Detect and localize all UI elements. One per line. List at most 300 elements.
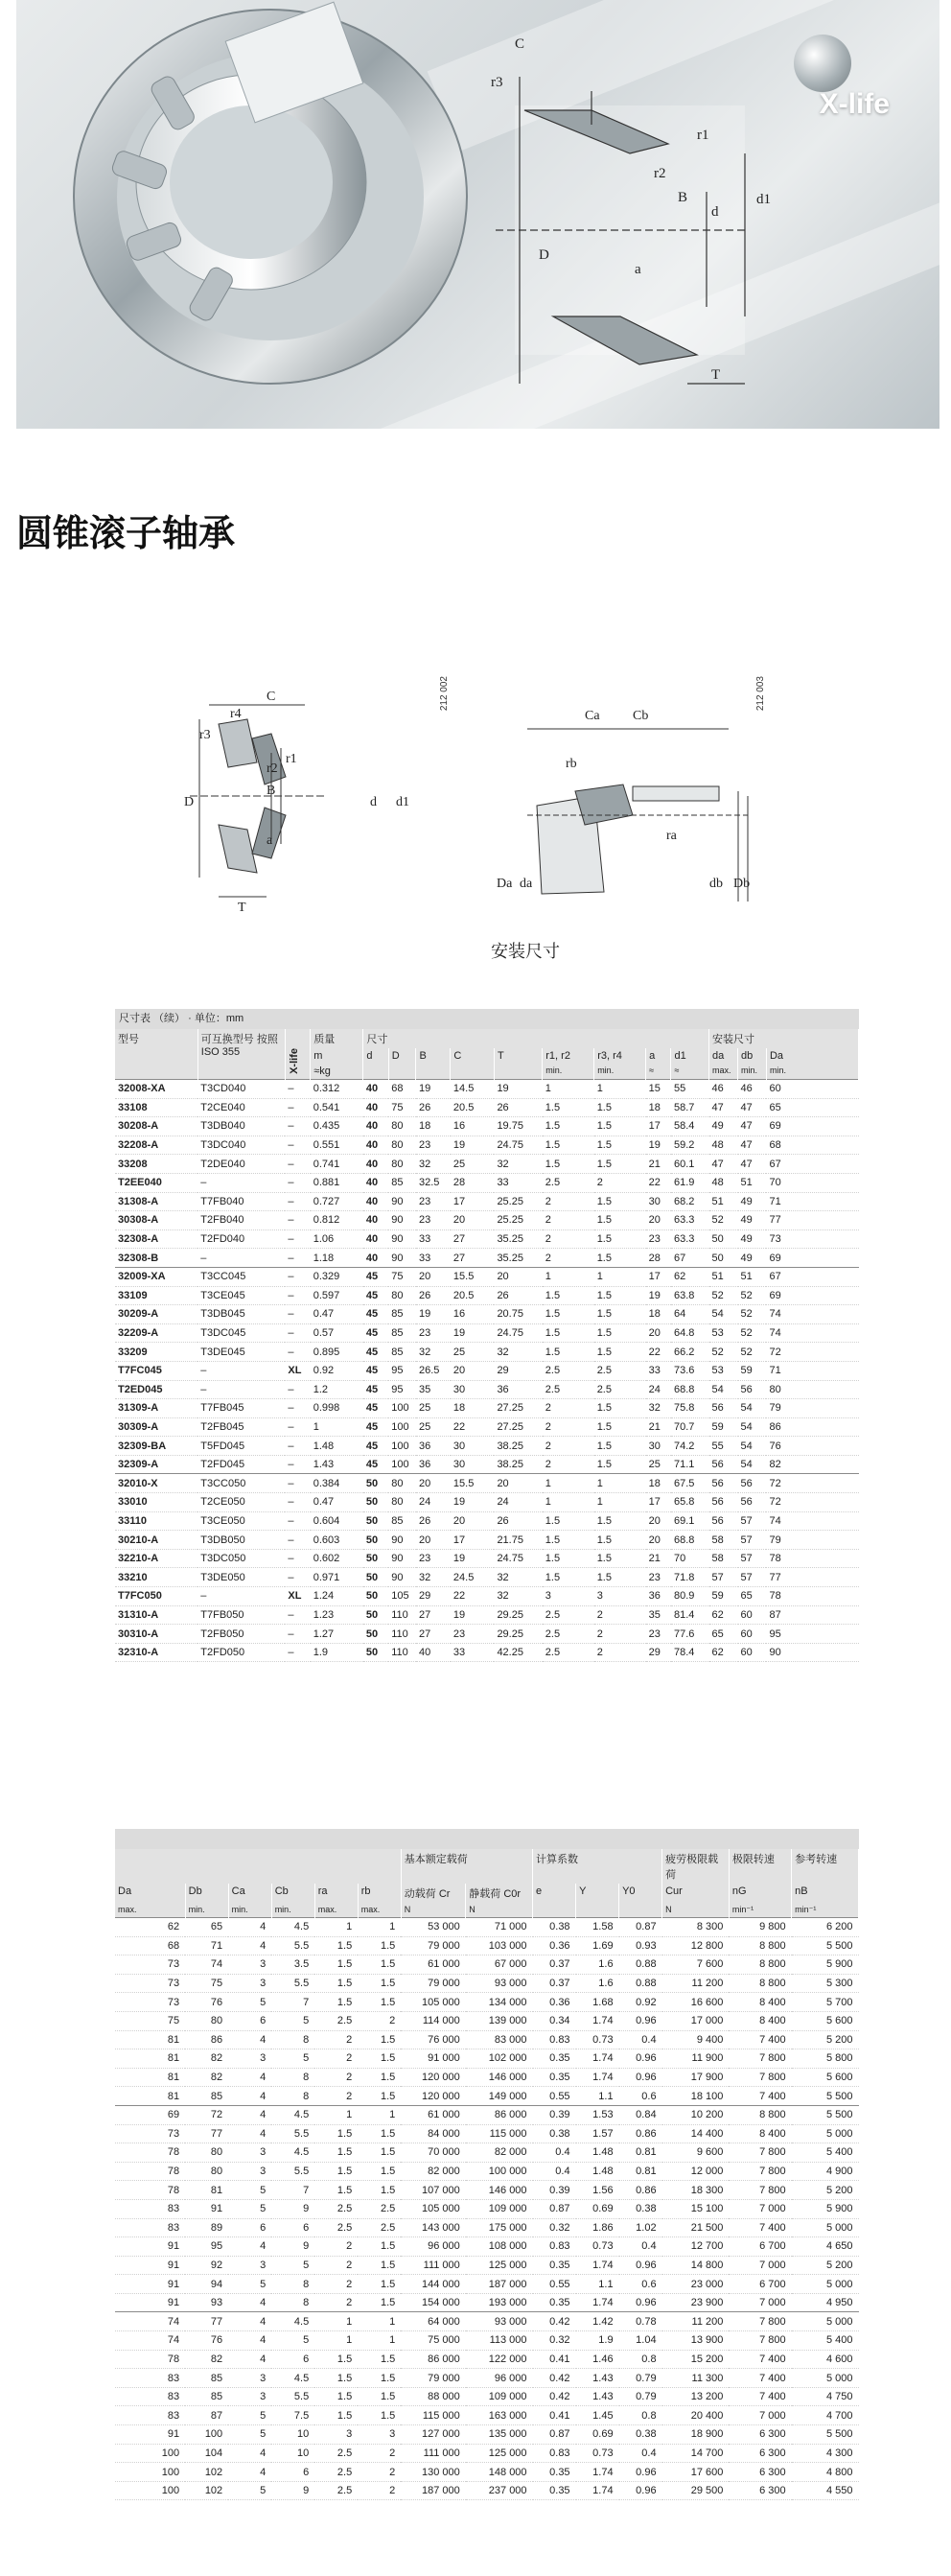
table-cell: 3 (594, 1587, 646, 1606)
table-cell: 0.57 (311, 1323, 363, 1343)
table-cell: 113 000 (466, 2331, 533, 2351)
table-cell: 75 (185, 1974, 228, 1993)
table-cell: 78 (115, 2143, 185, 2163)
table-cell: – (285, 1493, 310, 1512)
fig1-label-a: a (267, 833, 273, 848)
table-cell: – (285, 1625, 310, 1644)
table-cell: 1 (594, 1267, 646, 1286)
hero-label-d1: d1 (756, 192, 771, 207)
table-cell: 109 000 (466, 2199, 533, 2218)
table-cell: 1.57 (576, 2124, 619, 2143)
table-cell: 1.02 (619, 2218, 662, 2237)
col-dim-10: db (738, 1048, 767, 1064)
table-cell: 30 (646, 1192, 671, 1211)
fig1-label-d: d (370, 795, 377, 809)
table-cell: 9 (271, 2237, 314, 2257)
table-cell: 30308-A (115, 1211, 197, 1230)
table-cell: 1.04 (619, 2331, 662, 2351)
table-cell: 32 (494, 1343, 542, 1362)
table-row (115, 1643, 859, 1662)
table-cell: 105 000 (401, 1993, 466, 2012)
table-cell: 6 (228, 2218, 271, 2237)
table-cell: 6 300 (729, 2481, 791, 2500)
table-cell: 40 (363, 1249, 388, 1268)
table-cell: 1.06 (311, 1229, 363, 1249)
table-cell: 81.4 (671, 1605, 709, 1625)
table-cell: 30208-A (115, 1117, 197, 1136)
table-cell: 4 700 (792, 2406, 859, 2425)
table-cell: 25 (451, 1155, 495, 1174)
table-cell: 2 (314, 2256, 358, 2275)
table-row (115, 1936, 859, 1955)
table-cell: – (285, 1549, 310, 1568)
table-row (115, 1267, 859, 1286)
table-cell: 27 (416, 1605, 451, 1625)
table-cell: – (285, 1568, 310, 1587)
table-cell: 175 000 (466, 2218, 533, 2237)
table-cell: T7FB050 (197, 1605, 285, 1625)
table-cell: 54 (709, 1305, 738, 1324)
table-cell: 5 (271, 2049, 314, 2069)
table-cell: 3 (228, 2049, 271, 2069)
table-cell: 5 (228, 2481, 271, 2500)
table-cell: 8 800 (729, 1974, 791, 1993)
table-cell: 73 (115, 1993, 185, 2012)
table-cell: 2 (314, 2293, 358, 2312)
table-cell: 78 (766, 1587, 858, 1606)
table-cell: 0.55 (533, 2087, 576, 2106)
table-cell: T2FB045 (197, 1417, 285, 1437)
table-cell: 25.25 (494, 1211, 542, 1230)
table-cell: 139 000 (466, 2011, 533, 2030)
table-cell: 1.5 (594, 1437, 646, 1456)
hero-banner (16, 0, 939, 429)
table-cell: 32.5 (416, 1173, 451, 1192)
table-cell: 61 000 (401, 1955, 466, 1975)
table-row (115, 2293, 859, 2312)
table-cell: 92 (185, 2256, 228, 2275)
table-cell: 74 (115, 2312, 185, 2331)
table-cell: 40 (363, 1117, 388, 1136)
col-load-sub-2: min. (228, 1903, 271, 1918)
col-dim-1: D (388, 1048, 416, 1064)
table-cell: T3DB045 (197, 1305, 285, 1324)
table-cell: 33108 (115, 1098, 197, 1117)
group-fatigue: 疲劳极限载荷 (662, 1849, 730, 1884)
table-cell: 20.75 (494, 1305, 542, 1324)
table-cell: 35 (416, 1380, 451, 1399)
table-cell: 86 000 (401, 2350, 466, 2369)
table-cell: 75 (388, 1098, 416, 1117)
table-cell: 15 100 (662, 2199, 730, 2218)
table-cell: 1.74 (576, 2011, 619, 2030)
table-cell: 85 (185, 2369, 228, 2388)
table-cell: 40 (416, 1643, 451, 1662)
table-cell: 5 400 (792, 2143, 859, 2163)
col-sub-1 (388, 1064, 416, 1080)
table-cell: 80 (388, 1117, 416, 1136)
table-cell: 2.5 (314, 2481, 358, 2500)
table-cell: 7 000 (729, 2256, 791, 2275)
table-row (115, 1286, 859, 1305)
table-row (115, 1568, 859, 1587)
table-row (115, 1493, 859, 1512)
table-cell: 15 200 (662, 2350, 730, 2369)
table-cell: 50 (363, 1474, 388, 1493)
table-cell: 83 (115, 2218, 185, 2237)
table-cell: 4.5 (271, 2312, 314, 2331)
table-cell: 50 (363, 1568, 388, 1587)
table-cell: 2.5 (543, 1625, 594, 1644)
fig1-label-r4: r4 (230, 707, 242, 721)
table-row (115, 1211, 859, 1230)
hero-label-r3: r3 (491, 75, 503, 90)
table-cell: 100 (115, 2463, 185, 2482)
table-cell: 2.5 (314, 2199, 358, 2218)
fig2-label-da-cap: Da (497, 877, 513, 891)
table-cell: 67 (671, 1249, 709, 1268)
fig2-label-cb: Cb (633, 709, 649, 723)
table-cell: T3CC045 (197, 1267, 285, 1286)
table-cell: 52 (738, 1343, 767, 1362)
table-cell: 14 400 (662, 2124, 730, 2143)
table-cell: 23 (416, 1549, 451, 1568)
table-cell: 69 (766, 1286, 858, 1305)
table-cell: 2 (314, 2275, 358, 2294)
table-row (115, 2049, 859, 2069)
col-sub-6: min. (594, 1064, 646, 1080)
table-cell: 80 (388, 1474, 416, 1493)
table-cell: 0.86 (619, 2181, 662, 2200)
table-cell: 1 (311, 1417, 363, 1437)
table-cell: 1.27 (311, 1625, 363, 1644)
table-cell: 36 (646, 1587, 671, 1606)
table-cell: 80 (388, 1493, 416, 1512)
table-cell: 64 (671, 1305, 709, 1324)
table-cell: 32008-XA (115, 1080, 197, 1099)
table-cell: 0.92 (311, 1361, 363, 1380)
table-cell: 2.5 (543, 1380, 594, 1399)
table-cell: 0.8 (619, 2406, 662, 2425)
table-cell: – (285, 1229, 310, 1249)
table-cell: 73 (115, 1955, 185, 1975)
xlife-brand: X-life (819, 88, 890, 120)
table-cell: 8 300 (662, 1918, 730, 1937)
table-cell: 1.5 (314, 1955, 358, 1975)
table-cell: 81 (115, 2049, 185, 2069)
table-cell: 4.5 (271, 2105, 314, 2124)
table-cell: – (285, 1474, 310, 1493)
table-cell: 7 400 (729, 2369, 791, 2388)
table-cell: 70 000 (401, 2143, 466, 2163)
table-cell: 54 (738, 1437, 767, 1456)
table-cell: 1 (314, 1918, 358, 1937)
table-cell: 24 (494, 1493, 542, 1512)
table-cell: 120 000 (401, 2068, 466, 2087)
table-cell: 1.5 (594, 1399, 646, 1418)
hero-label-dd: D (539, 247, 549, 263)
table-cell: 4 800 (792, 2463, 859, 2482)
table-cell: 6 (228, 2011, 271, 2030)
table-cell: 4 (228, 1918, 271, 1937)
table-cell: 6 700 (729, 2237, 791, 2257)
table-cell: 90 (388, 1249, 416, 1268)
table-cell: 62 (709, 1643, 738, 1662)
table-cell: 7 (271, 2181, 314, 2200)
fig1-label-r3: r3 (199, 728, 211, 742)
table-row (115, 2444, 859, 2463)
table-row (115, 1361, 859, 1380)
table-cell: 33110 (115, 1511, 197, 1531)
table-cell: 76 (185, 2331, 228, 2351)
table-cell: 1.69 (576, 1936, 619, 1955)
table-cell: 40 (363, 1098, 388, 1117)
table-cell: 0.83 (533, 2237, 576, 2257)
table-cell: 70 (671, 1549, 709, 1568)
fig1-label-r2: r2 (267, 761, 278, 776)
table-row (115, 1229, 859, 1249)
table-cell: 17 000 (662, 2011, 730, 2030)
table-cell: 20 (451, 1211, 495, 1230)
table-cell: 2.5 (543, 1605, 594, 1625)
table-cell: 1 (314, 2312, 358, 2331)
table-cell: 85 (185, 2087, 228, 2106)
table-cell: 1.6 (576, 1955, 619, 1975)
table-cell: 2.5 (543, 1361, 594, 1380)
table-cell: 8 400 (729, 1993, 791, 2012)
table-row (115, 2143, 859, 2163)
table-cell: 1.5 (543, 1323, 594, 1343)
table-cell: 1.74 (576, 2481, 619, 2500)
table-cell: 109 000 (466, 2387, 533, 2406)
table-cell: – (197, 1173, 285, 1192)
table-cell: 1.5 (543, 1155, 594, 1174)
table-cell: 1.48 (311, 1437, 363, 1456)
dimension-table (115, 1009, 859, 1662)
col-dim-9: da (709, 1048, 738, 1064)
col-load-6: 动载荷 Cr (401, 1884, 466, 1903)
table-cell: 1.9 (311, 1643, 363, 1662)
table-cell: 45 (363, 1343, 388, 1362)
table-cell: 5 (271, 2011, 314, 2030)
table-cell: 4 600 (792, 2350, 859, 2369)
table-cell: 23 000 (662, 2275, 730, 2294)
table-cell: 62 (709, 1605, 738, 1625)
table-cell: 77 (185, 2124, 228, 2143)
table-cell: 56 (709, 1455, 738, 1474)
table-cell: 90 (388, 1549, 416, 1568)
table-row (115, 1587, 859, 1606)
table-cell: 2.5 (314, 2444, 358, 2463)
col-load-sub-1: min. (185, 1903, 228, 1918)
table-cell: 74 (766, 1511, 858, 1531)
table-cell: 100 000 (466, 2162, 533, 2181)
table-cell: 1 (543, 1267, 594, 1286)
table-cell: 2.5 (314, 2218, 358, 2237)
table-cell: 1 (594, 1474, 646, 1493)
fig2-label-ca: Ca (585, 709, 600, 723)
table-cell: 31308-A (115, 1192, 197, 1211)
table-cell: 0.86 (619, 2124, 662, 2143)
table-cell: 51 (738, 1267, 767, 1286)
table-cell: 26 (494, 1511, 542, 1531)
table-cell: 5 (271, 2331, 314, 2351)
table-cell: 0.4 (619, 2030, 662, 2049)
table-cell: 135 000 (466, 2425, 533, 2445)
table-cell: 7 400 (729, 2087, 791, 2106)
table-cell: 1 (594, 1493, 646, 1512)
table-cell: 45 (363, 1305, 388, 1324)
table-cell: 62 (671, 1267, 709, 1286)
table-cell: 3 (358, 2425, 401, 2445)
table-cell: 53 (709, 1361, 738, 1380)
table-cell: 0.4 (619, 2237, 662, 2257)
table-row (115, 1974, 859, 1993)
table-row (115, 2124, 859, 2143)
table-cell: 96 000 (466, 2369, 533, 2388)
page-title: 圆锥滚子轴承 (16, 512, 236, 554)
table-cell: 0.41 (533, 2406, 576, 2425)
table-cell: 1.43 (576, 2369, 619, 2388)
col-sub-8: ≈ (671, 1064, 709, 1080)
table-cell: 42.25 (494, 1643, 542, 1662)
table-cell: 0.92 (619, 1993, 662, 2012)
table-cell: 96 000 (401, 2237, 466, 2257)
table-cell: 24.75 (494, 1549, 542, 1568)
table-cell: 83 (115, 2387, 185, 2406)
table-cell: 0.87 (619, 1918, 662, 1937)
table-cell: 5 200 (792, 2181, 859, 2200)
table-cell: 0.32 (533, 2331, 576, 2351)
table-cell: 16 (451, 1305, 495, 1324)
col-dim-7: a (646, 1048, 671, 1064)
table-cell: 81 (115, 2087, 185, 2106)
table-cell: 0.35 (533, 2481, 576, 2500)
fig1-code: 212 002 (439, 676, 450, 712)
table-cell: 5 200 (792, 2030, 859, 2049)
table-cell: 4 (228, 2293, 271, 2312)
table-cell: 1.5 (594, 1229, 646, 1249)
table-cell: 143 000 (401, 2218, 466, 2237)
table-cell: 9 400 (662, 2030, 730, 2049)
table-cell: 78 (766, 1549, 858, 1568)
table-cell: 11 900 (662, 2049, 730, 2069)
table-cell: T2CE050 (197, 1493, 285, 1512)
table-cell: 0.73 (576, 2444, 619, 2463)
table-cell: 26 (494, 1286, 542, 1305)
table-cell: 24.5 (451, 1568, 495, 1587)
table-cell: 0.312 (311, 1080, 363, 1099)
table-cell: 76 (766, 1437, 858, 1456)
table-cell: 45 (363, 1437, 388, 1456)
table-cell: 1 (543, 1493, 594, 1512)
table-cell: 19 (451, 1323, 495, 1343)
table-cell: 1.45 (576, 2406, 619, 2425)
table-cell: 1.5 (358, 2087, 401, 2106)
table-cell: T7FC045 (115, 1361, 197, 1380)
table-cell: 16 600 (662, 1993, 730, 2012)
table-cell: 24 (646, 1380, 671, 1399)
table-cell: 56 (709, 1399, 738, 1418)
table-cell: 55 (709, 1437, 738, 1456)
col-load-sub-9 (576, 1903, 619, 1918)
table-cell: 110 (388, 1605, 416, 1625)
table-cell: 107 000 (401, 2181, 466, 2200)
table-cell: 32009-XA (115, 1267, 197, 1286)
table-cell: 18 100 (662, 2087, 730, 2106)
col-dim-3: C (451, 1048, 495, 1064)
table-cell: 9 800 (729, 1918, 791, 1937)
table-row (115, 2199, 859, 2218)
hero-label-c: C (515, 36, 525, 52)
table-cell: 56 (709, 1474, 738, 1493)
table-cell: 4 950 (792, 2293, 859, 2312)
table-cell: 74 (115, 2331, 185, 2351)
table-cell: 1.5 (314, 1993, 358, 2012)
table-cell: 125 000 (466, 2444, 533, 2463)
table-cell: 0.812 (311, 1211, 363, 1230)
table-cell: 19 (451, 1549, 495, 1568)
table-cell: 7 400 (729, 2387, 791, 2406)
table-cell: 47 (738, 1117, 767, 1136)
table-cell: 30 (451, 1455, 495, 1474)
table-cell: 5 000 (792, 2218, 859, 2237)
table-cell: – (285, 1643, 310, 1662)
table-cell: 1.5 (358, 1936, 401, 1955)
col-load-sub-3: min. (271, 1903, 314, 1918)
table-cell: 4 (228, 1936, 271, 1955)
table-cell: 134 000 (466, 1993, 533, 2012)
table-cell: 1.43 (311, 1455, 363, 1474)
table-cell: 23 (451, 1625, 495, 1644)
table-cell: 1.5 (358, 1993, 401, 2012)
table-cell: 74 (185, 1955, 228, 1975)
table-cell: 77 (766, 1211, 858, 1230)
table-cell: 7 600 (662, 1955, 730, 1975)
table-cell: 14 800 (662, 2256, 730, 2275)
table-cell: 4 (228, 2087, 271, 2106)
table-cell: 75 000 (401, 2331, 466, 2351)
table-cell: 56 (709, 1511, 738, 1531)
table-cell: – (285, 1286, 310, 1305)
table-cell: 47 (738, 1136, 767, 1155)
table-cell: 10 (271, 2444, 314, 2463)
table-cell: 0.81 (619, 2162, 662, 2181)
table-cell: 75.8 (671, 1399, 709, 1418)
table-caption: 尺寸表 （续） · 单位：mm (115, 1009, 859, 1029)
col-load-sub-12: min⁻¹ (729, 1903, 791, 1918)
col-mass-m: m (311, 1048, 363, 1064)
table-cell: 28 (646, 1249, 671, 1268)
table-cell: 2 (594, 1625, 646, 1644)
table-cell: 90 (388, 1229, 416, 1249)
table-cell: 73 (115, 1974, 185, 1993)
col-load-10: Y0 (619, 1884, 662, 1903)
col-dim-8: d1 (671, 1048, 709, 1064)
table-cell: 1.5 (594, 1549, 646, 1568)
table-cell: 30309-A (115, 1417, 197, 1437)
table-cell: 50 (363, 1643, 388, 1662)
table-cell: 22 (451, 1417, 495, 1437)
table-cell: 19 (416, 1305, 451, 1324)
table-cell: 5 (228, 2406, 271, 2425)
table-cell: – (285, 1267, 310, 1286)
table-cell: – (285, 1455, 310, 1474)
table-cell: 2.5 (594, 1361, 646, 1380)
table-cell: 23 (416, 1192, 451, 1211)
group-ref: 参考转速 (792, 1849, 859, 1884)
table-cell: 30209-A (115, 1305, 197, 1324)
